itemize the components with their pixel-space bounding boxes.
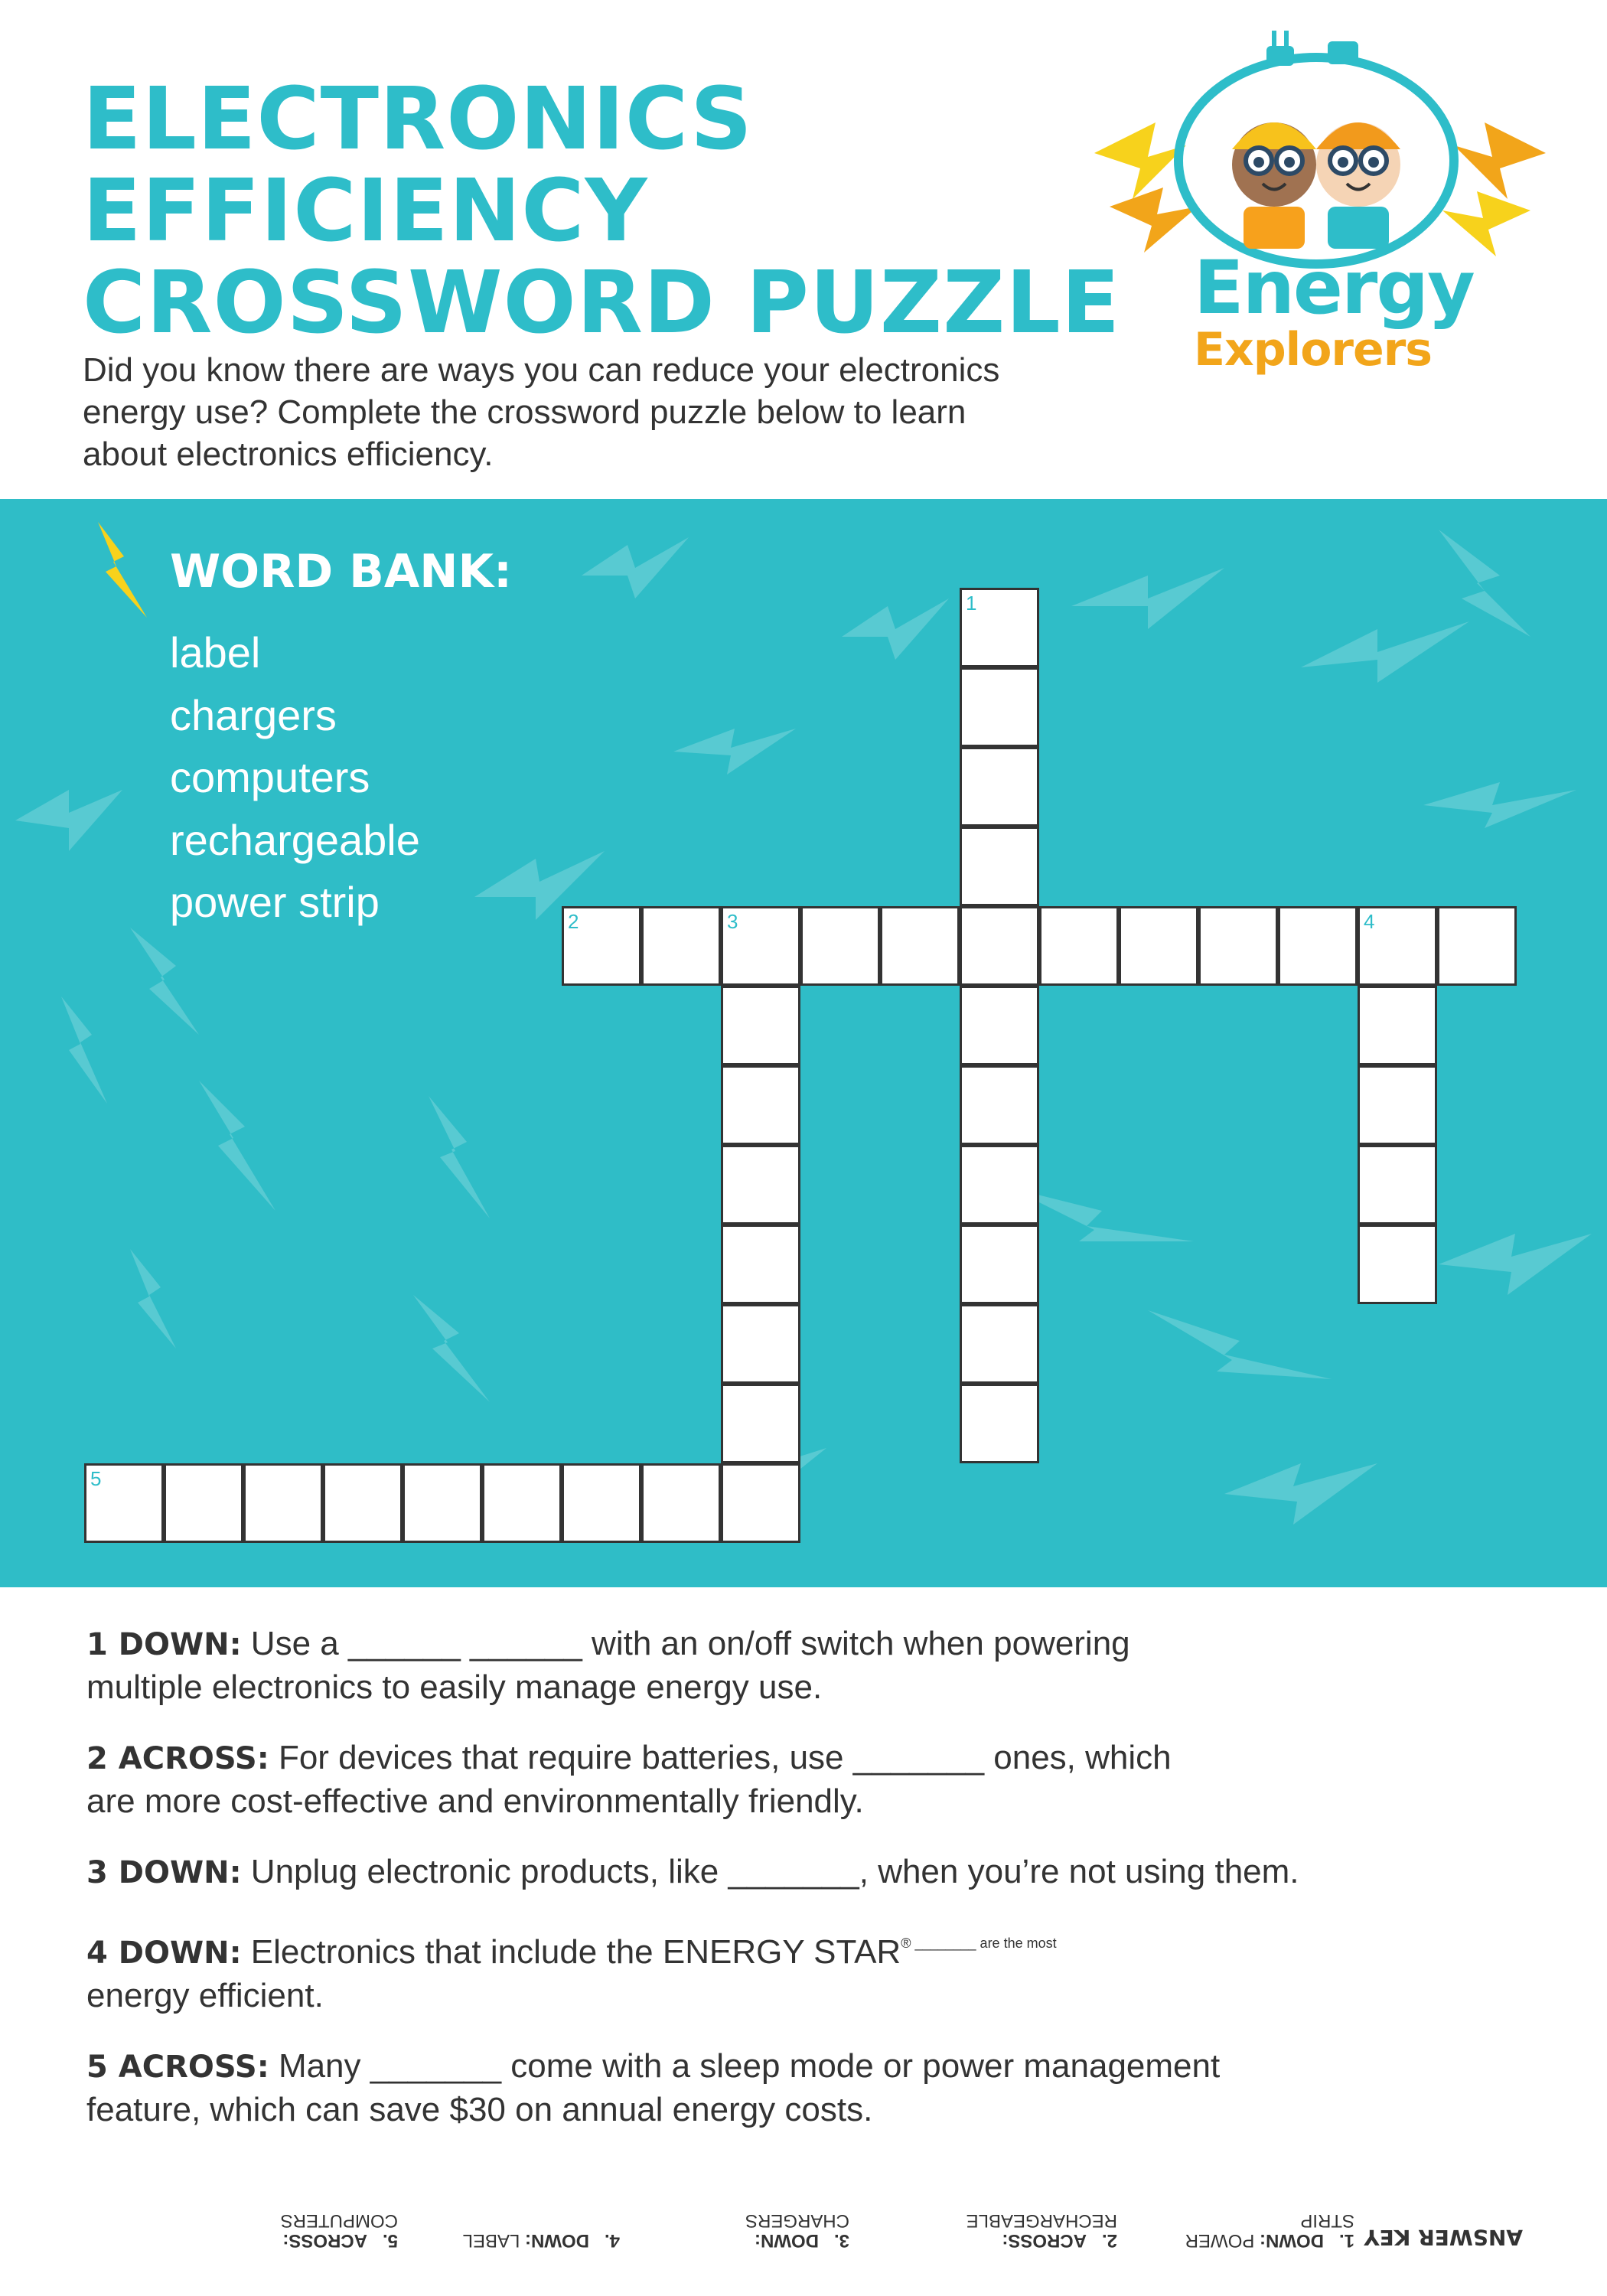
crossword-cell[interactable] bbox=[1358, 986, 1437, 1065]
crossword-cell[interactable] bbox=[960, 1304, 1039, 1384]
clue-1-down bbox=[86, 1623, 1540, 1708]
crossword-cell[interactable] bbox=[1358, 1065, 1437, 1145]
word-bank-item: computers bbox=[170, 753, 370, 801]
crossword-cell[interactable] bbox=[243, 1463, 323, 1543]
logo-bolt-icon bbox=[1454, 122, 1546, 199]
clue-label: 2 ACROSS: bbox=[86, 1741, 269, 1776]
crossword-cell[interactable] bbox=[482, 1463, 562, 1543]
page-title bbox=[83, 70, 1121, 353]
clue-2-across bbox=[86, 1737, 1540, 1822]
crossword-cell[interactable] bbox=[960, 986, 1039, 1065]
clue-text: energy efficient. bbox=[86, 1977, 324, 2014]
crossword-cell[interactable] bbox=[960, 906, 1039, 986]
answer-key-item: 1.DOWN: POWER STRIP bbox=[1185, 2210, 1354, 2251]
clue-5-across bbox=[86, 2045, 1540, 2131]
crossword-cell[interactable] bbox=[641, 1463, 721, 1543]
crossword-cell[interactable] bbox=[641, 906, 721, 986]
answer-key bbox=[176, 2189, 1523, 2250]
crossword-cell[interactable] bbox=[880, 906, 960, 986]
clue-label: 4 DOWN: bbox=[86, 1936, 242, 1971]
crossword-cell[interactable] bbox=[721, 1304, 800, 1384]
logo-bolt-icon bbox=[1094, 122, 1186, 199]
clue-4-down bbox=[86, 1923, 1540, 2017]
intro-line: about electronics efficiency. bbox=[83, 435, 494, 473]
crossword-cell[interactable] bbox=[403, 1463, 482, 1543]
word-bank-item: label bbox=[170, 628, 261, 677]
word-bank-list bbox=[170, 621, 420, 934]
crossword-cell[interactable] bbox=[84, 1463, 164, 1543]
crossword-cell[interactable] bbox=[960, 1225, 1039, 1304]
crossword-cell[interactable] bbox=[800, 906, 880, 986]
clue-text: Many _______ come with a sleep mode or power management bbox=[278, 2047, 1221, 2085]
clue-label: 3 DOWN: bbox=[86, 1855, 242, 1890]
crossword-cell[interactable] bbox=[960, 747, 1039, 827]
crossword-cell[interactable] bbox=[562, 906, 641, 986]
crossword-cell[interactable] bbox=[721, 1384, 800, 1463]
intro-line: Did you know there are ways you can reduce your electronics bbox=[83, 351, 1000, 389]
plug-icon bbox=[1266, 46, 1294, 66]
logo-word-explorers: Explorers bbox=[1194, 323, 1433, 377]
crossword-cell[interactable] bbox=[323, 1463, 403, 1543]
crossword-cell[interactable] bbox=[721, 906, 800, 986]
socket-icon bbox=[1328, 41, 1358, 64]
word-bank-item: power strip bbox=[170, 878, 380, 926]
answer-key-item: 4.DOWN: LABEL bbox=[462, 2230, 620, 2251]
crossword-cell[interactable] bbox=[960, 1145, 1039, 1225]
kid-shirt bbox=[1244, 207, 1305, 249]
crossword-cell[interactable] bbox=[721, 1065, 800, 1145]
crossword-cell[interactable] bbox=[1039, 906, 1119, 986]
clue-text: Electronics that include the ENERGY STAR bbox=[250, 1933, 901, 1971]
crossword-cell[interactable] bbox=[721, 986, 800, 1065]
clue-text: feature, which can save $30 on annual energy costs. bbox=[86, 2091, 873, 2128]
answer-key-item: 5.ACROSS: COMPUTERS bbox=[280, 2210, 398, 2251]
crossword-cell[interactable] bbox=[721, 1145, 800, 1225]
crossword-cell[interactable] bbox=[960, 667, 1039, 747]
word-bank-item: chargers bbox=[170, 690, 337, 739]
crossword-cell[interactable] bbox=[1437, 906, 1517, 986]
cell-number: 1 bbox=[966, 592, 977, 615]
intro-text bbox=[83, 349, 1154, 475]
clue-text: are more cost-effective and environmentally friendly. bbox=[86, 1782, 864, 1820]
cell-number: 5 bbox=[90, 1467, 102, 1490]
cell-number: 2 bbox=[568, 910, 579, 933]
clue-label: 5 ACROSS: bbox=[86, 2050, 269, 2085]
intro-line: energy use? Complete the crossword puzzle below to learn bbox=[83, 393, 966, 431]
crossword-cell[interactable] bbox=[1358, 906, 1437, 986]
lightning-bolt-icon bbox=[92, 522, 153, 621]
crossword-cell[interactable] bbox=[1119, 906, 1198, 986]
energy-explorers-logo bbox=[1071, 23, 1569, 383]
hard-hat bbox=[1316, 122, 1400, 149]
crossword-cell[interactable] bbox=[1358, 1145, 1437, 1225]
clue-label: 1 DOWN: bbox=[86, 1627, 242, 1662]
answer-key-item: 2.ACROSS: RECHARGEABLE bbox=[966, 2210, 1117, 2251]
crossword-cell[interactable] bbox=[960, 1384, 1039, 1463]
answer-key-item: 3.DOWN: CHARGERS bbox=[745, 2210, 849, 2251]
logo-word-energy: Energy bbox=[1194, 245, 1474, 331]
title-line: ELECTRONICS bbox=[83, 70, 753, 169]
cell-number: 4 bbox=[1364, 910, 1375, 933]
clue-text: multiple electronics to easily manage energy use. bbox=[86, 1668, 823, 1706]
crossword-cell[interactable] bbox=[721, 1463, 800, 1543]
crossword-cell[interactable] bbox=[1198, 906, 1278, 986]
clue-text: Unplug electronic products, like _______, when you’re not using them. bbox=[250, 1853, 1299, 1890]
logo-oval bbox=[1178, 57, 1454, 264]
title-line: EFFICIENCY bbox=[83, 161, 648, 261]
crossword-cell[interactable] bbox=[721, 1225, 800, 1304]
clues-section bbox=[86, 1623, 1540, 2159]
crossword-cell[interactable] bbox=[164, 1463, 243, 1543]
puzzle-band bbox=[0, 499, 1607, 1587]
clue-text: For devices that require batteries, use _______ ones, which bbox=[278, 1739, 1172, 1776]
crossword-cell[interactable] bbox=[960, 1065, 1039, 1145]
answer-key-title: ANSWER KEY bbox=[1364, 2225, 1523, 2250]
word-bank-item: rechargeable bbox=[170, 815, 420, 864]
hard-hat bbox=[1232, 122, 1316, 149]
clue-3-down bbox=[86, 1851, 1540, 1894]
crossword-cell[interactable] bbox=[960, 588, 1039, 667]
registered-mark: ® ________ are the most bbox=[901, 1936, 1057, 1951]
crossword-cell[interactable] bbox=[562, 1463, 641, 1543]
crossword-cell[interactable] bbox=[1358, 1225, 1437, 1304]
clue-text: Use a ______ ______ with an on/off switch when powering bbox=[250, 1625, 1130, 1662]
crossword-cell[interactable] bbox=[1278, 906, 1358, 986]
crossword-cell[interactable] bbox=[960, 827, 1039, 906]
kid-shirt bbox=[1328, 207, 1389, 249]
title-line: CROSSWORD PUZZLE bbox=[83, 253, 1121, 353]
word-bank-title: WORD BANK: bbox=[170, 545, 512, 598]
cell-number: 3 bbox=[727, 910, 738, 933]
